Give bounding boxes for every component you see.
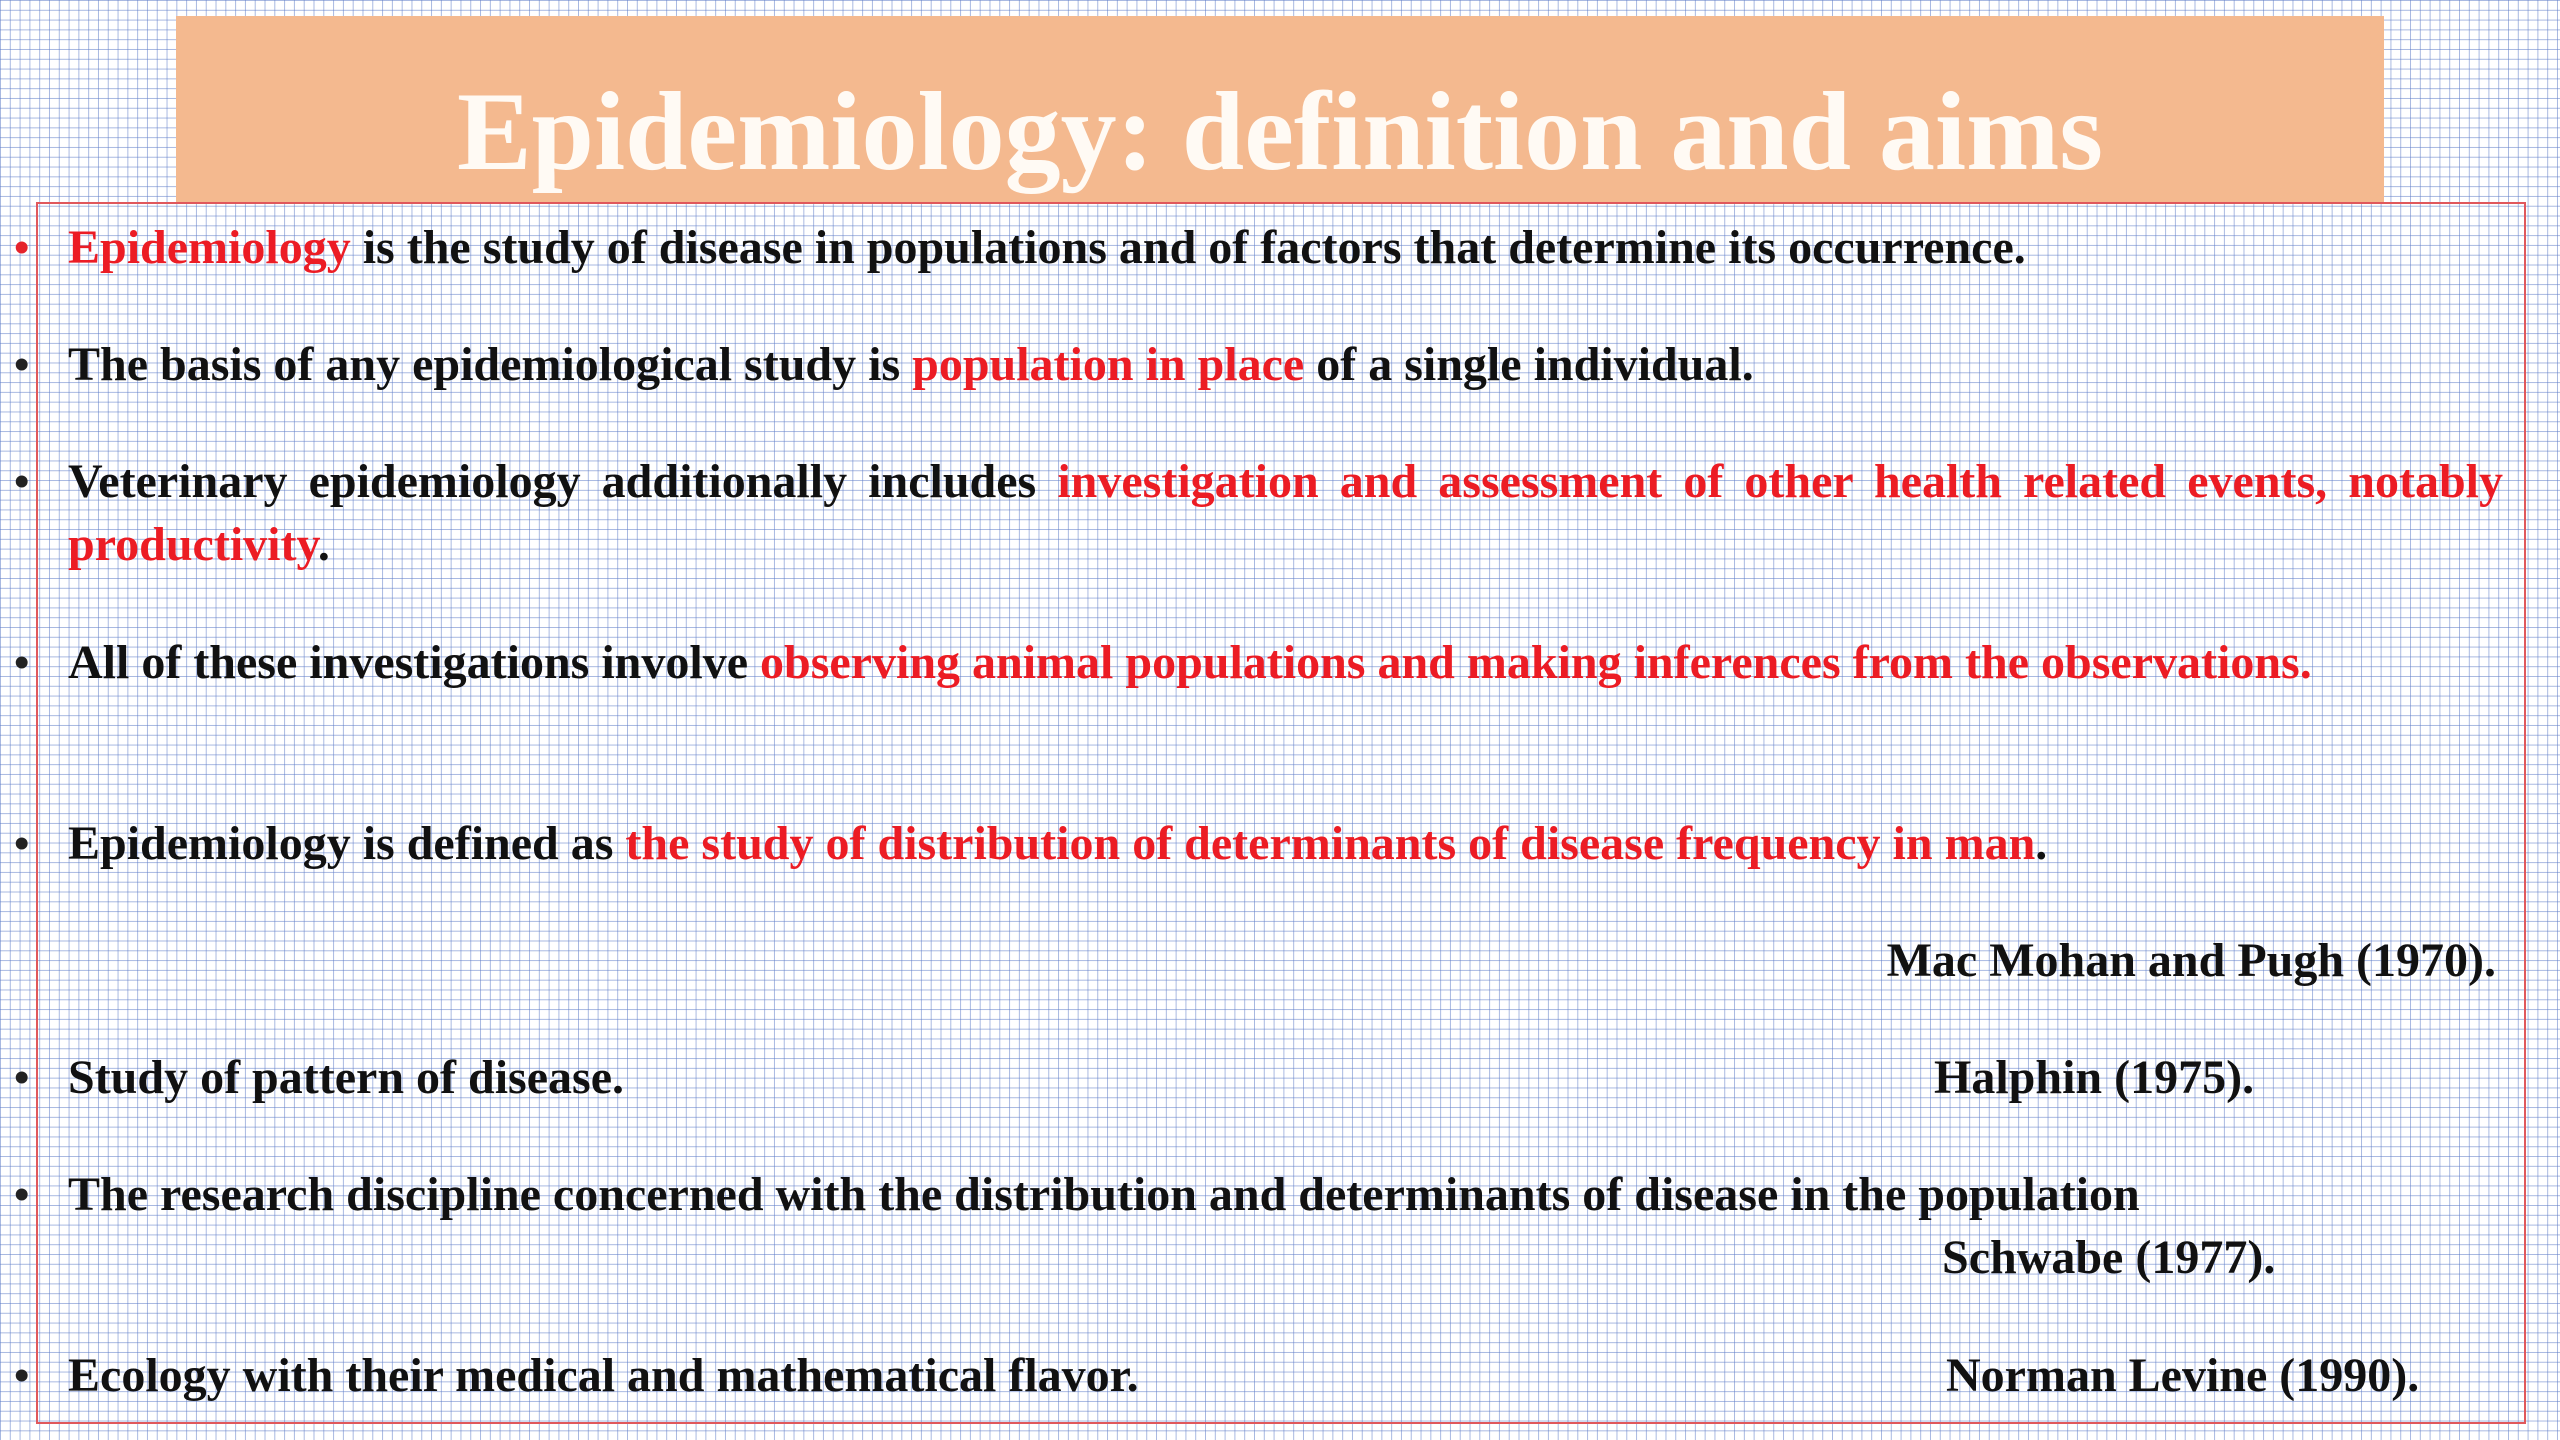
bullet-dot-icon: •: [14, 638, 30, 687]
bullet-text: [68, 455, 2503, 571]
attribution-halphin: Halphin (1975).: [1934, 1051, 2255, 1104]
body-text: Study of pattern of disease.: [68, 1051, 625, 1104]
body-text: .: [317, 518, 330, 571]
bullet-text: [68, 221, 2026, 274]
bullet-dot-icon: •: [14, 1351, 30, 1400]
bullet-dot-icon: •: [14, 340, 30, 389]
body-text: All of these investigations involve: [68, 636, 760, 689]
bullet-dot-icon: •: [14, 1053, 30, 1102]
body-text: The basis of any epidemiological study is: [68, 338, 913, 391]
bullet-dot-icon: •: [14, 457, 30, 506]
body-text: The research discipline concerned with the distribution and determinants of disease in the population: [68, 1168, 2140, 1221]
slide-title: Epidemiology: definition and aims: [456, 70, 2104, 194]
body-text: .: [2035, 817, 2048, 870]
bullet-1: [14, 216, 2503, 279]
attribution-levine: Norman Levine (1990).: [1946, 1349, 2420, 1402]
bullet-3: [14, 450, 2503, 576]
body-text: of a single individual.: [1304, 338, 1754, 391]
bullet-text: [68, 1349, 1139, 1402]
title-banner: [176, 16, 2384, 202]
body-text: Veterinary epidemiology additionally includes: [68, 455, 1058, 508]
bullet-text: [68, 338, 1754, 391]
highlighted-text: investigation and assessment of other health related events, notably productivity: [68, 455, 2503, 571]
bullet-7: [14, 1163, 2503, 1226]
bullet-text: [68, 817, 2047, 870]
bullet-text: [68, 1051, 624, 1104]
bullet-text: [68, 1168, 2140, 1221]
bullet-5: [14, 812, 2503, 875]
body-text: Epidemiology is defined as: [68, 817, 626, 870]
highlighted-text: population in place: [912, 338, 1305, 391]
bullet-2: [14, 333, 2503, 396]
attribution-macmohan: Mac Mohan and Pugh (1970).: [1886, 934, 2496, 987]
attribution-schwabe: Schwabe (1977).: [1942, 1231, 2276, 1284]
highlighted-text: observing animal populations and making inferences from the observations.: [760, 636, 2312, 689]
bullet-text: [68, 636, 2312, 689]
bullet-dot-icon: •: [14, 819, 30, 868]
bullet-dot-icon: •: [14, 1170, 30, 1219]
bullet-4: [14, 631, 2503, 694]
body-text: Ecology with their medical and mathematical flavor.: [68, 1349, 1139, 1402]
bullet-dot-icon: •: [14, 223, 30, 272]
highlighted-text: the study of distribution of determinants of disease frequency in man: [625, 817, 2036, 870]
highlighted-text: Epidemiology: [68, 221, 351, 274]
body-text: is the study of disease in populations and of factors that determine its occurrence.: [350, 221, 2026, 274]
